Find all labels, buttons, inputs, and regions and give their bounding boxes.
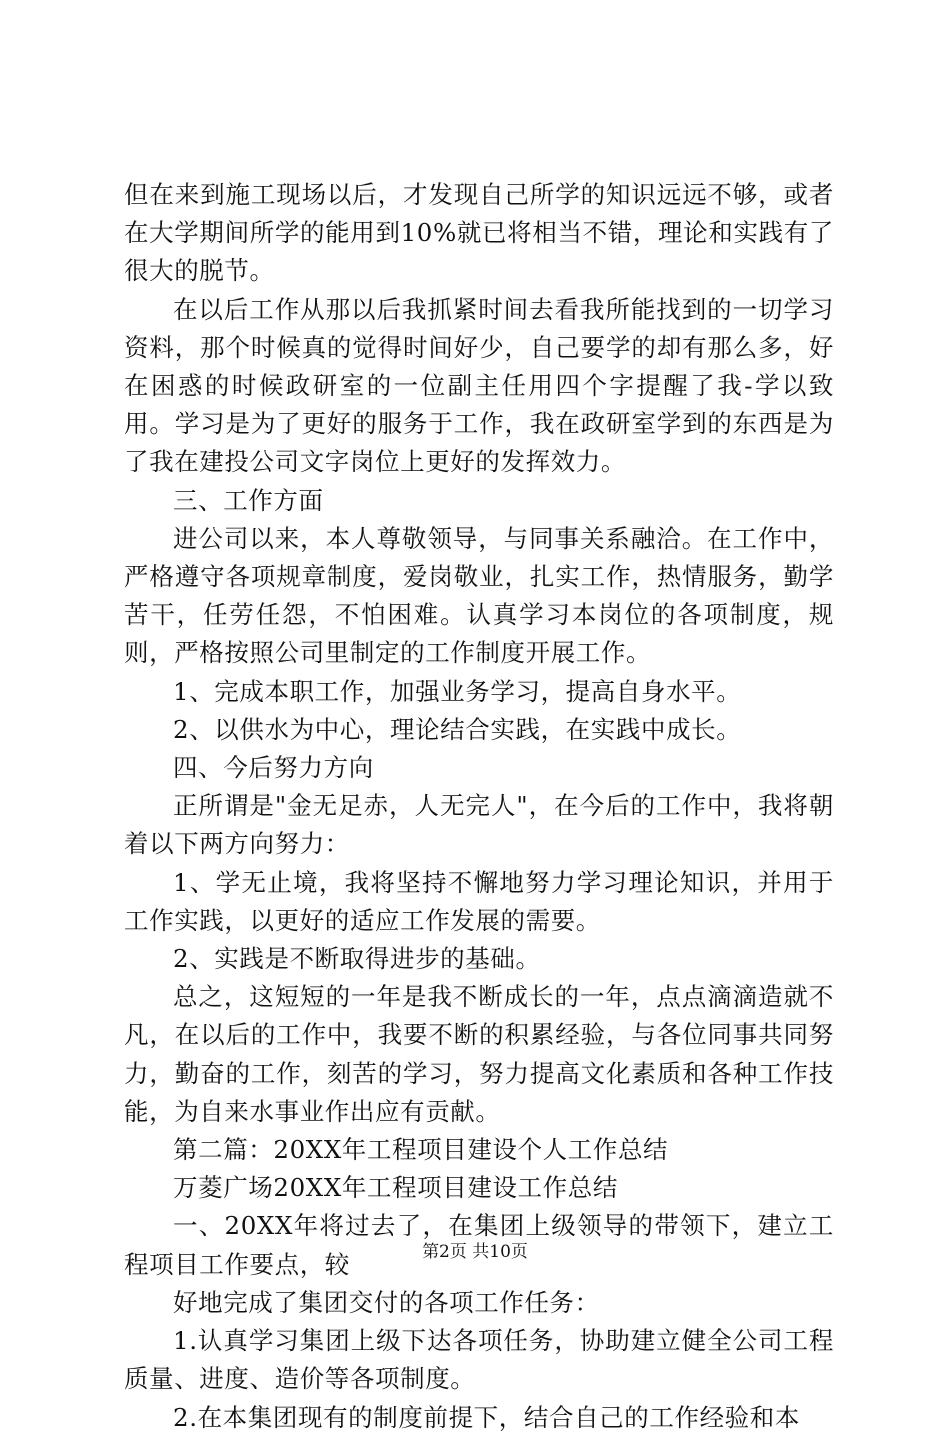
chapter-title-second: 第二篇：20XX年工程项目建设个人工作总结 bbox=[173, 1135, 669, 1165]
list-item-direction-1: 1、学无止境，我将坚持不懈地努力学习理论知识，并用于工作实践，以更好的适应工作发展的需要。 bbox=[124, 867, 834, 935]
section-heading-work: 三、工作方面 bbox=[173, 485, 324, 515]
list-item-direction-2: 2、实践是不断取得进步的基础。 bbox=[173, 944, 541, 974]
page-number-footer: 第2页 共10页 bbox=[422, 1242, 528, 1262]
paragraph-direction-intro: 正所谓是"金无足赤，人无完人"，在今后的工作中，我将朝着以下两方向努力： bbox=[124, 791, 834, 859]
paragraph-summary: 总之，这短短的一年是我不断成长的一年，点点滴滴造就不凡，在以后的工作中，我要不断的积累经验，与各位同事共同努力，勤奋的工作，刻苦的学习，努力提高文化素质和各种工作技能，为自来水事业作出应有贡献。 bbox=[124, 982, 834, 1126]
list-item-work-1: 1、完成本职工作，加强业务学习，提高自身水平。 bbox=[173, 676, 742, 706]
chapter-subtitle: 万菱广场20XX年工程项目建设工作总结 bbox=[173, 1173, 618, 1203]
paragraph-project-intro: 一、20XX年将过去了，在集团上级领导的带领下，建立工程项目工作要点，较 bbox=[124, 1211, 834, 1279]
section-heading-direction: 四、今后努力方向 bbox=[173, 753, 374, 783]
paragraph-project-tasks: 好地完成了集团交付的各项工作任务： bbox=[173, 1287, 600, 1317]
list-item-work-2: 2、以供水为中心，理论结合实践，在实践中成长。 bbox=[173, 714, 742, 744]
list-item-project-1: 1.认真学习集团上级下达各项任务，协助建立健全公司工程质量、进度、造价等各项制度。 bbox=[124, 1326, 834, 1394]
paragraph-work-attitude: 进公司以来，本人尊敬领导，与同事关系融洽。在工作中，严格遵守各项规章制度，爱岗敬业，扎实工作，热情服务，勤学苦干，任劳任怨，不怕困难。认真学习本岗位的各项制度，规则，严格按照公司里制定的工作制度开展工作。 bbox=[124, 523, 834, 668]
paragraph-study: 在以后工作从那以后我抓紧时间去看我所能找到的一切学习资料，那个时候真的觉得时间好少，自己要学的却有那么多，好在困惑的时候政研室的一位副主任用四个字提醒了我-学以致用。学习是为了更好的服务于工作，我在政研室学到的东西是为了我在建投公司文字岗位上更好的发挥效力。 bbox=[124, 294, 834, 477]
list-item-project-2: 2.在本集团现有的制度前提下，结合自己的工作经验和本 bbox=[173, 1402, 800, 1432]
paragraph-continuation: 但在来到施工现场以后，才发现自己所学的知识远远不够，或者在大学期间所学的能用到10%就已将相当不错，理论和实践有了很大的脱节。 bbox=[124, 180, 834, 286]
